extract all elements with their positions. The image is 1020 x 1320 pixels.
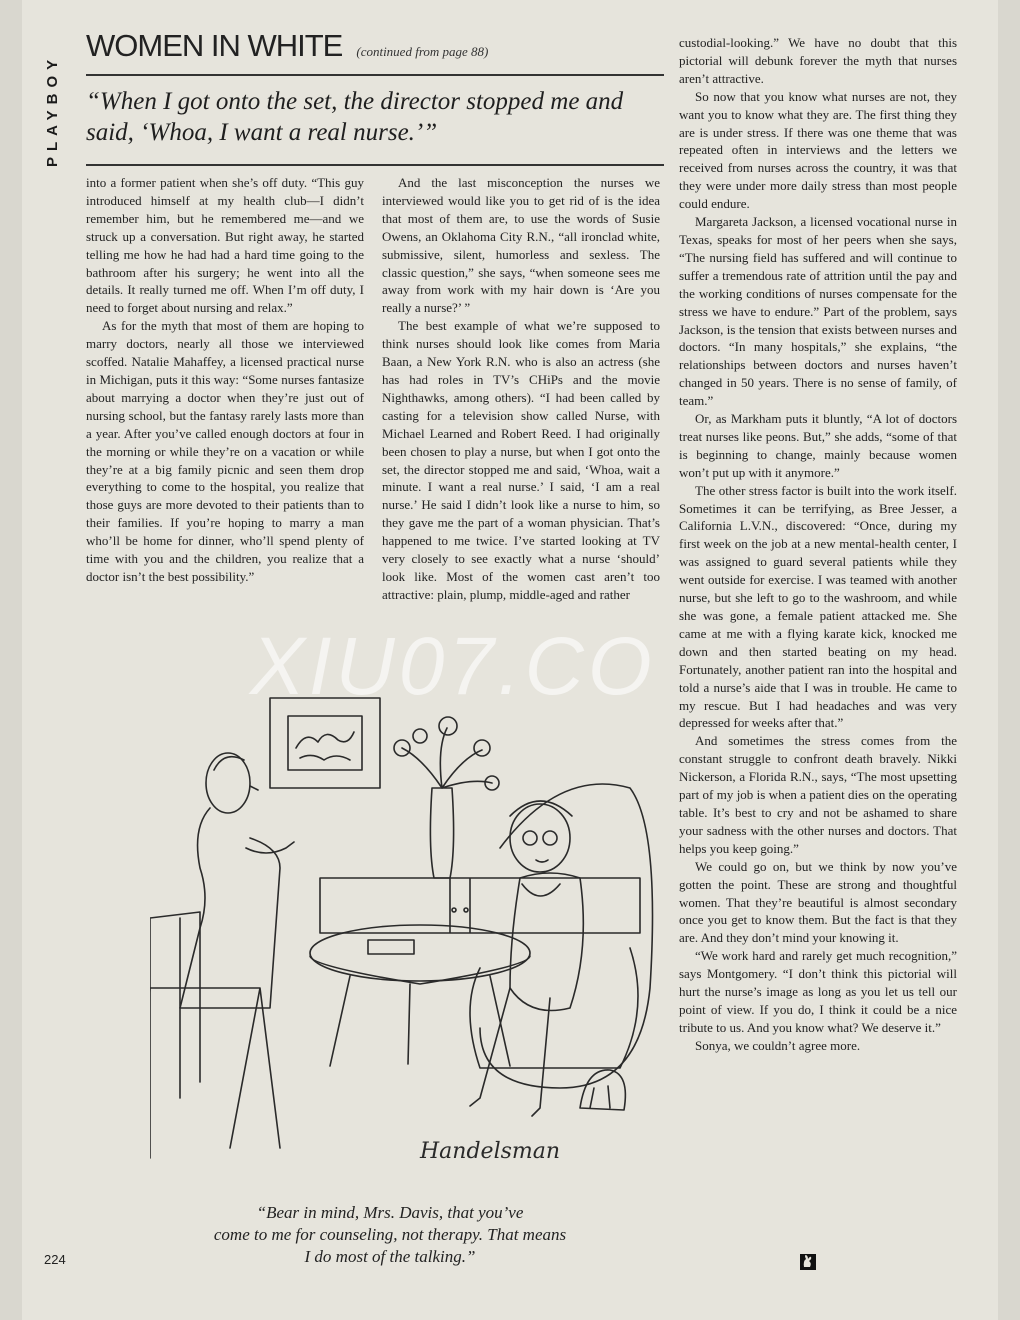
tissue-box — [368, 940, 414, 954]
sideboard — [320, 878, 640, 933]
caption-line: “Bear in mind, Mrs. Davis, that you’ve — [256, 1203, 524, 1222]
caption-line: come to me for counseling, not therapy. That means — [213, 1225, 567, 1244]
caption-line: I do most of the talking.” — [304, 1247, 476, 1266]
paragraph: And sometimes the stress comes from the constant struggle to confront death bravely. Nikki Nickerson, a Florida R.N., says, “The most upsetting part of my job is when a patient dies on the operating table. It’s best to cry and not be ashamed to share your sadness with the other nurses and doctors. That helps you keep going.” — [679, 733, 957, 856]
wall-picture-frame — [270, 698, 380, 788]
flower-vase — [430, 788, 453, 878]
paragraph: We could go on, but we think by now you’ve gotten the point. These are strong and thoughtful women. That they’re beautiful is almost secondary once you get to know them. But the fact is that they are. And they don’t mind your knowing it. — [679, 858, 957, 946]
article-title: WOMEN IN WHITE — [86, 28, 343, 63]
cartoon-caption — [120, 1202, 660, 1274]
handbag — [580, 1070, 625, 1110]
article-headline — [86, 28, 664, 76]
page-number: 224 — [44, 1252, 66, 1267]
text-column-1 — [86, 174, 364, 654]
paragraph: As for the myth that most of them are hoping to marry doctors, nearly all those we interviewed scoffed. Natalie Mahaffey, a licensed practical nurse in Michigan, puts it this way: “Some nurses fantasize about marrying a doctor when they’re just out of nursing school, but the fantasy rarely lasts more than a year. After you’ve called enough doctors at four in the morning or while they’re on a vacation or while they’re at a big family picnic and seen them drop everything to come to the hospital, you realize that those guys are more devoted to their patients than to their families. If you’re hoping to marry a man who’ll be home for dinner, who’ll spend plenty of time with you and the children, you realize that a doctor isn’t the best possibility.” — [86, 318, 364, 584]
paragraph: custodial-looking.” We have no doubt that this pictorial will debunk forever the myth that nurses aren’t attractive. — [679, 35, 957, 86]
paragraph: The best example of what we’re supposed to think nurses should look like comes from Maria Baan, a New York R.N. who is also an actress (she has had roles in TV’s CHiPs and the movie Nighthawks, among others). “I had been called by casting for a television show called Nurse, with Michael Learned and Robert Reed. I had originally been chosen to play a nurse, but when I got onto the set, the director stopped me and said, ‘Whoa, wait a minute. I want a real nurse.’ I said, ‘I am a real nurse.’ He said I didn’t look like a nurse to him, so they gave me the part of a woman physician. That’s happened to me twice. I’ve started looking at TV very closely to see exactly what a nurse ‘should’ look like. Most of the women cast aren’t too attractive: plain, plump, middle-aged and rather — [382, 318, 660, 602]
text-column-3 — [679, 34, 957, 1254]
masthead: PLAYBOY — [44, 53, 61, 167]
bunny-end-mark-icon — [800, 1254, 816, 1270]
counselor-figure — [180, 808, 280, 1008]
watermark: XIU07.CO — [250, 621, 656, 712]
paragraph: So now that you know what nurses are not, they want you to know what they are. The first thing they are is under stress. If there was one theme that was repeated often in interviews and the letters we received from nurses across the country, it was that they were under more daily stress than most people could endure. — [679, 88, 957, 212]
wooden-chair — [150, 912, 200, 1158]
paragraph: Margareta Jackson, a licensed vocational nurse in Texas, speaks for most of her peers when she says, “The nursing field has suffered and will continue to suffer a tremendous rate of attrition until the pay and the working conditions of nurses compensate for the stress we have to endure.” Part of the problem, says Jackson, is the tension that exists between nurses and doctors. “In many hospitals,” she explains, “the relationships between doctors and nurses haven’t changed in 50 years. There is no sense of family, of team.” — [679, 214, 957, 409]
paragraph: The other stress factor is built into the work itself. Sometimes it can be terrifying, as Bree Jesser, a California L.V.N., discovered: “Once, during my first week on the job at a new mental-health center, I was assigned to guard several patients while they went outside for exercise. I was teamed with another nurse, but she left to go to the washroom, and while she was gone, a female patient attacked me. She came at me with a flying karate kick, knocked me down and then started beating on my head. Fortunately, another patient ran into the hospital and told a nurse’s aide that I was in trouble. He came to my rescue. But I had headaches and was very depressed for weeks after that.” — [679, 482, 957, 731]
text-column-2 — [382, 174, 660, 654]
cartoon-illustration — [150, 688, 670, 1188]
cartoon-signature: Handelsman — [420, 1139, 561, 1164]
pull-quote: “When I got onto the set, the director stopped me and said, ‘Whoa, I want a real nurse.’” — [86, 86, 664, 166]
paragraph: into a former patient when she’s off duty. “This guy introduced himself at my health club—I didn’t remember him, but he remembered me—and we struck up a conversation. But right away, he started telling me how he had had a hard time going to the bathroom after his surgery; he went into all the details. It really turned me off. When I’m off duty, I need to forget about nursing and relax.” — [86, 175, 364, 316]
paragraph: Sonya, we couldn’t agree more. — [695, 1037, 861, 1053]
continued-note: (continued from page 88) — [356, 44, 489, 59]
paragraph: And the last misconception the nurses we interviewed would like you to get rid of is the idea that most of them are, to use the words of Susie Owens, an Oklahoma City R.N., “all ironclad white, submissive, silent, humorless and sexless. The classic question,” she says, “when someone sees me away from work with my hair down is ‘Are you really a nurse?’ ” — [382, 175, 660, 316]
paragraph: Or, as Markham puts it bluntly, “A lot of doctors treat nurses like peons. But,” she adds, “some of that is beginning to change, mainly because women won’t put up with it anymore.” — [679, 411, 957, 480]
paragraph: “We work hard and rarely get much recognition,” says Montgomery. “I don’t think this pictorial will hurt the nurse’s image as long as you let us tell our point of view. If you do, I think it could be a nice tribute to us. And you know what? We deserve it.” — [679, 948, 957, 1035]
